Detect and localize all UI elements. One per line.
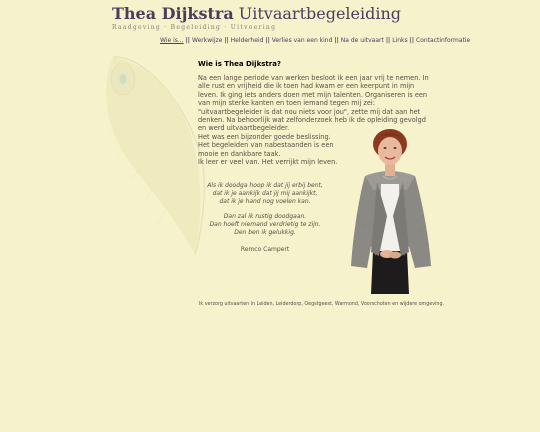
poem-line: Dan zal ik rustig doodgaan.	[223, 212, 307, 220]
nav-link-na-de-uitvaart[interactable]: Na de uitvaart	[340, 37, 384, 44]
poem-line: Als ik doodga hoop ik dat jij erbij bent,	[207, 182, 323, 189]
footer-text: Ik verzorg uitvaarten in Leiden, Leiderdorp, Oegstgeest, Warmond, Voorschoten en wijdere omgeving.	[199, 302, 445, 307]
nav-link-verlies-van-een-kind[interactable]: Verlies van een kind	[271, 37, 333, 44]
poem-stanza	[205, 182, 325, 207]
poem-author: Remco Campert	[240, 246, 290, 253]
portrait-photo	[343, 126, 438, 296]
closing-line: Het begeleiden van nabestaanden is een	[198, 141, 334, 150]
brand-name: Thea Dijkstra	[112, 4, 234, 23]
closing-line: mooie en dankbare taak.	[198, 149, 281, 158]
brand-subtitle: Uitvaartbegeleiding	[233, 4, 402, 23]
main-nav	[160, 37, 470, 44]
nav-link-links[interactable]: Links	[392, 37, 408, 44]
nav-separator: ||	[334, 37, 339, 44]
site-logo[interactable]	[112, 4, 401, 23]
feather-illustration	[95, 45, 215, 260]
nav-link-werkwijze[interactable]: Werkwijze	[191, 37, 223, 44]
closing-line: Het was een bijzonder goede beslissing.	[198, 132, 331, 141]
page-title: Wie is Thea Dijkstra?	[198, 60, 281, 68]
poem-line: dat ik je aankijk dat jij mij aankijkt,	[212, 190, 318, 198]
poem-line: dat ik je hand nog voelen kan.	[219, 198, 311, 206]
nav-separator: ||	[385, 37, 391, 44]
poem-line: Den ben ik gelukkig.	[234, 229, 296, 237]
nav-separator: ||	[224, 37, 229, 44]
site-tagline: Raadgeving · Begeleiding · Uitvoering	[112, 24, 277, 31]
site-header	[112, 4, 401, 31]
poem-line: Dan hoeft niemand verdrietig te zijn.	[209, 220, 321, 228]
nav-separator: ||	[265, 37, 270, 44]
closing-line: Ik leer er veel van. Het verrijkt mijn leven.	[198, 158, 338, 167]
poem	[205, 182, 325, 243]
nav-separator: ||	[185, 37, 190, 44]
intro-paragraph: Na een lange periode van werken besloot ik een jaar vrij te nemen. In alle rust en vrijheid die ik toen had kwam er een keerpunt in mijn leven. Ik ging iets anders doen met mijn talenten. Organiseren is een van mijn sterke kanten en toen iemand tegen mij zei: "uitvaartbegeleider is dat nou niets voor jou", zette mij dat aan het denken. Na behoorlijk wat zelfonderzoek heb ik de opleiding gevolgd en werd uitvaartbegeleider.	[198, 74, 429, 133]
nav-link-helderheid[interactable]: Helderheid	[230, 37, 264, 44]
nav-link-contactinformatie[interactable]: Contactinformatie	[416, 37, 471, 44]
poem-stanza	[205, 213, 325, 238]
nav-link-wie-is[interactable]: Wie is...	[160, 37, 184, 44]
nav-separator: ||	[409, 37, 415, 44]
